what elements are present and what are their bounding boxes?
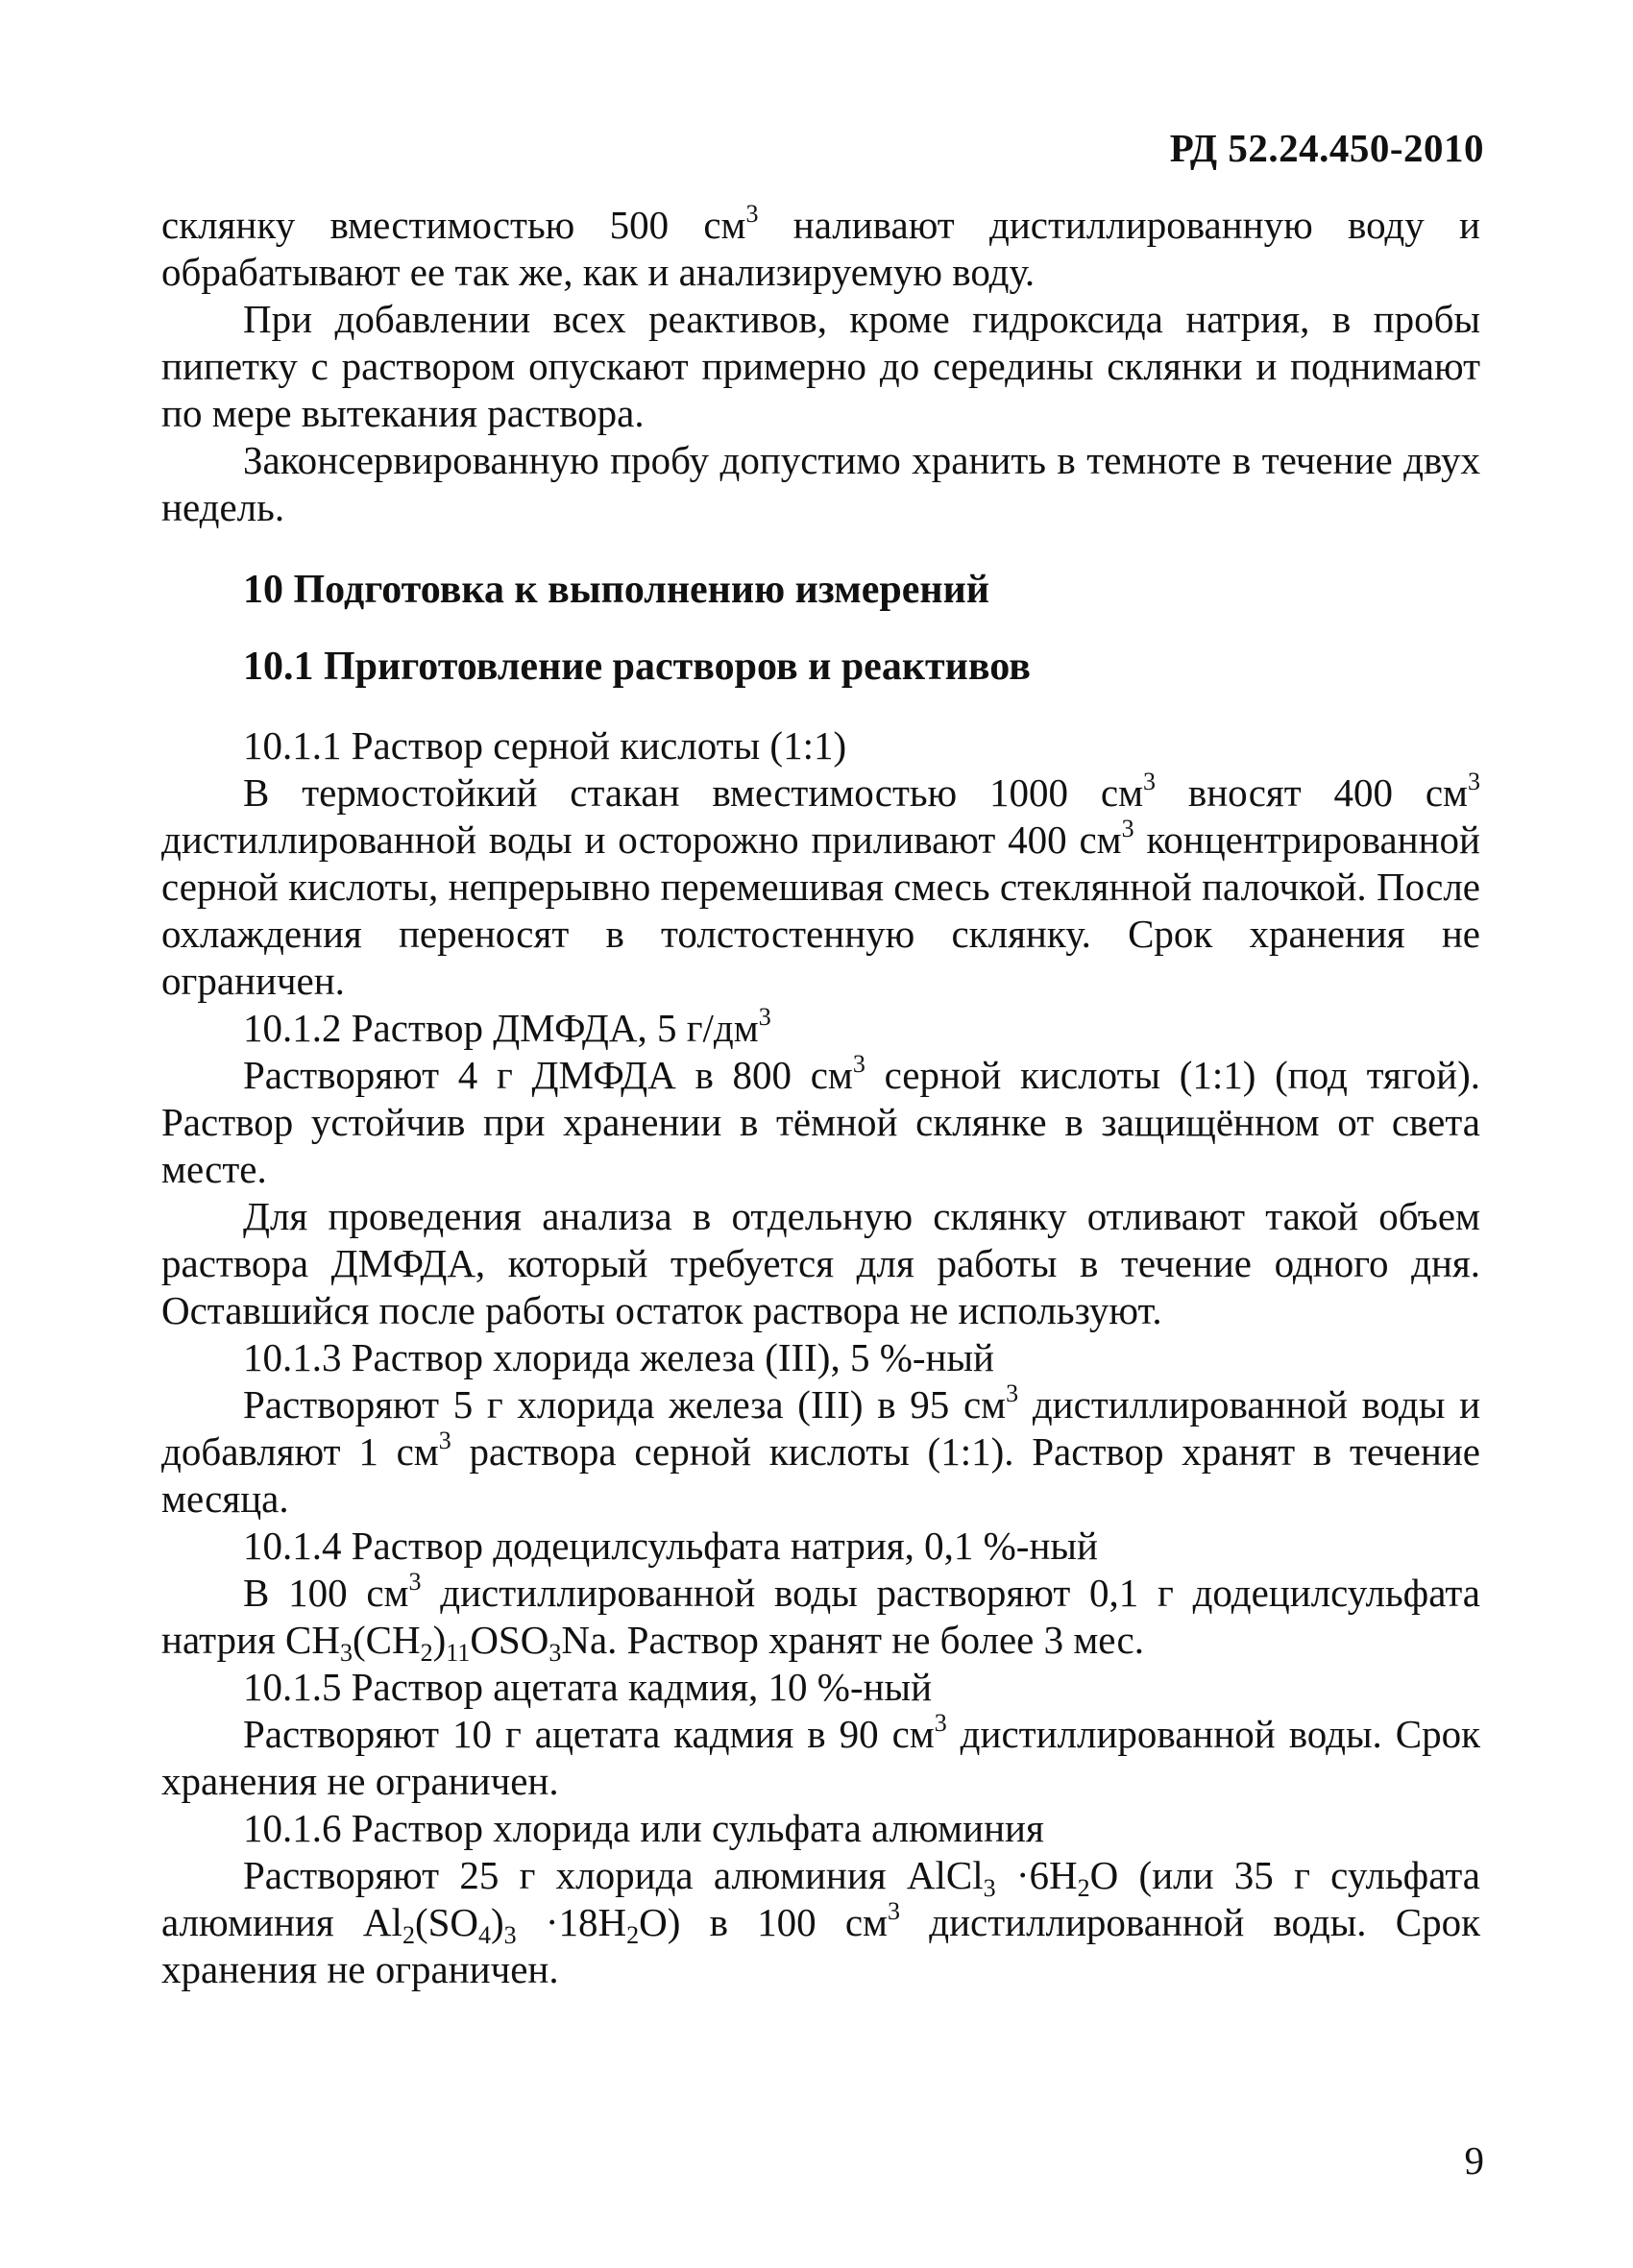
subsection-10-1-3-text: Растворяют 5 г хлорида железа (III) в 95 $см^3$ дистиллированной воды и добавляют 1 $см^3$ раствора серной кислоты (1:1). Раствор хранят в течение месяца. (161, 1379, 1481, 1521)
subsection-10-1-4-text: В 100 $см^3$ дистиллированной воды растворяют 0,1 г додецилсульфата натрия $CH_3(CH_2)_{11}OSO_3Na$. Раствор хранят не более 3 мес. (161, 1568, 1480, 1667)
subsection-10-1-1-title: 10.1.1 Раствор серной кислоты (1:1) (243, 723, 847, 768)
subsection-10-1-4-title: 10.1.4 Раствор додецилсульфата натрия, 0,1 %-ный (243, 1524, 1098, 1568)
section-10-heading-block (161, 567, 1480, 614)
section-10-1-heading: 10.1 Приготовление растворов и реактивов (243, 645, 1031, 689)
subsection-10-1-5-title: 10.1.5 Раствор ацетата кадмия, 10 %-ный (243, 1665, 933, 1709)
section-10-1-heading-block (161, 644, 1480, 691)
intro-block (161, 202, 1480, 531)
subsection-10-1-5-text: Растворяют 10 г ацетата кадмия в 90 $см^3$ дистиллированной воды. Срок хранения не ограничен. (161, 1709, 1480, 1803)
document-code: РД 52.24.450-2010 (1169, 126, 1484, 170)
intro-paragraph-3: Законсервированную пробу допустимо хранить в темноте в течение двух недель. (161, 438, 1480, 529)
intro-paragraph-1: склянку вместимостью 500 $см^3$ наливают дистиллированную воду и обрабатывают ее так же, как и анализируемую воду. (161, 200, 1480, 294)
subsection-10-1-6-title: 10.1.6 Раствор хлорида или сульфата алюминия (243, 1806, 1044, 1850)
subsection-10-1-1-text: В термостойкий стакан вместимостью 1000 $см^3$ вносят 400 $см^3$ дистиллированной воды и осторожно приливают 400 $см^3$ концентрированной серной кислоты, непрерывно перемешивая смесь стеклянной палочкой. После охлаждения переносят в толстостенную склянку. Срок хранения не ограничен. (161, 768, 1481, 1003)
subsection-10-1-3-title: 10.1.3 Раствор хлорида железа (III), 5 %-ный (243, 1335, 994, 1379)
section-10-heading: 10 Подготовка к выполнению измерений (243, 568, 989, 612)
page-number: 9 (1464, 2138, 1484, 2183)
subsection-10-1-6-text: Растворяют 25 г хлорида алюминия AlCl$_3$ $\cdot 6H_2O$ (или 35 г сульфата алюминия $Al_2(SO_4)_3 \cdot 18H_2O$) в 100 $см^3$ дистиллированной воды. Срок хранения не ограничен. (161, 1853, 1480, 1991)
subsection-10-1-2-text: Растворяют 4 г ДМФДА в 800 $см^3$ серной кислоты (1:1) (под тягой). Раствор устойчив при хранении в тёмной склянке в защищённом от света месте. (161, 1050, 1481, 1191)
intro-paragraph-2: При добавлении всех реактивов, кроме гидроксида натрия, в пробы пипетку с раствором опускают примерно до середины склянки и поднимают по мере вытекания раствора. (161, 297, 1480, 435)
section-10-1-body (161, 722, 1480, 1993)
subsection-10-1-2-title: 10.1.2 Раствор ДМФДА, 5 $г/дм^3$ (243, 1003, 771, 1050)
subsection-10-1-2-text-2: Для проведения анализа в отдельную склянку отливают такой объем раствора ДМФДА, который требуется для работы в течение одного дня. Оставшийся после работы остаток раствора не используют. (161, 1194, 1480, 1332)
